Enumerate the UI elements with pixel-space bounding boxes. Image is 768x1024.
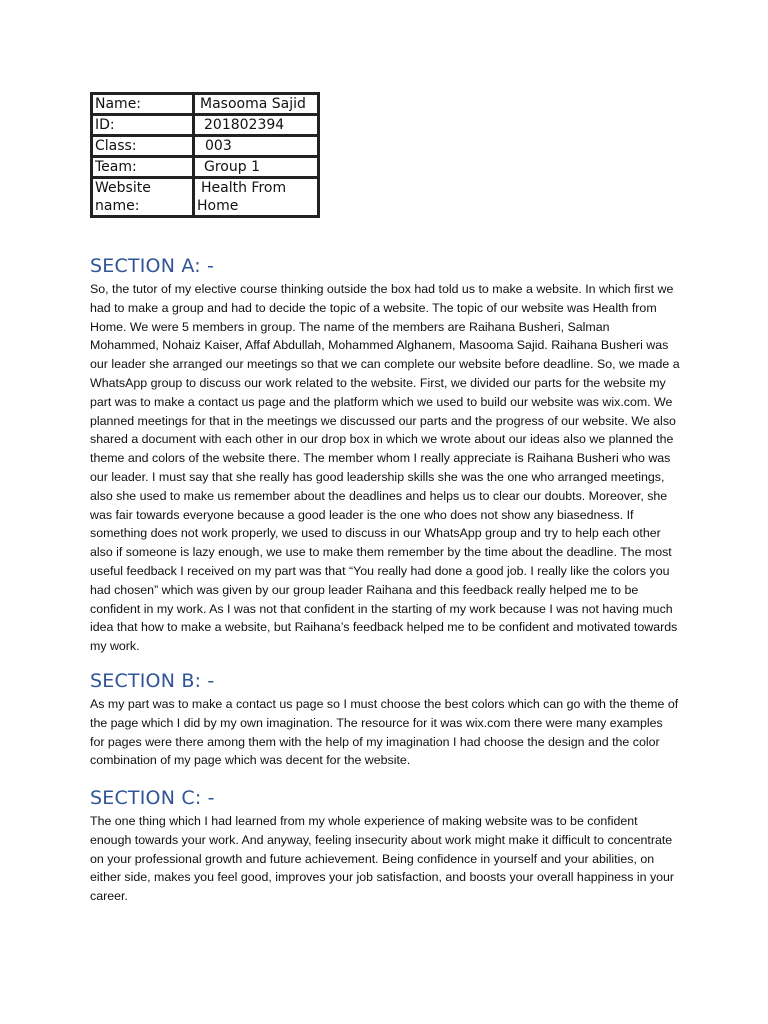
info-value: Masooma Sajid	[194, 94, 318, 115]
info-label: Team:	[92, 157, 194, 178]
section-a-heading: SECTION A: -	[90, 255, 215, 277]
info-value: Group 1	[194, 157, 318, 178]
info-label: Class:	[92, 136, 194, 157]
info-row-class	[92, 136, 318, 157]
section-b	[90, 669, 680, 770]
section-c-heading: SECTION C: -	[90, 787, 215, 809]
section-c-body: The one thing which I had learned from my whole experience of making website was to be confident enough towards your work. And anyway, feeling insecurity about work might make it difficult to concentrate on your professional growth and future achievement. Being confidence in yourself and your abilities, on either side, makes you feel good, improves your job satisfaction, and boosts your overall happiness in your career.	[90, 814, 675, 904]
info-row-name	[92, 94, 318, 115]
section-b-heading: SECTION B: -	[90, 670, 215, 692]
info-label: Website name:	[92, 178, 194, 216]
student-info-table	[90, 92, 320, 218]
section-a-body: So, the tutor of my elective course thinking outside the box had told us to make a website. In which first we had to make a group and had to decide the topic of a website. The topic of our website was Health from Home. We were 5 members in group. The name of the members are Raihana Busheri, Salman Mohammed, Nohaiz Kaiser, Affaf Abdullah, Mohammed Alghanem, Masooma Sajid. Raihana Busheri was our leader she arranged our meetings so that we can complete our website before deadline. So, we made a WhatsApp group to discuss our work related to the website. First, we divided our parts for the website my part was to make a contact us page and the platform which we used to build our website was wix.com. We planned meetings for that in the meetings we discussed our parts and the progress of our website. We also shared a document with each other in our drop box in which we wrote about our ideas also we planned the theme and colors of the website there. The member whom I really appreciate is Raihana Busheri who was our leader. I must say that she really has good leadership skills she was the one who arranged meetings, also she used to make us remember about the deadlines and helps us to clear our doubts. Moreover, she was fair towards everyone because a good leader is the one who does not show any biasedness. If something does not work properly, we used to discuss in our WhatsApp group and try to help each other also if someone is lazy enough, we use to make them remember by the time about the deadline. The most useful feedback I received on my part was that “You really had done a good job. I really like the colors you had chosen” which was given by our group leader Raihana and this feedback really helped me to be confident in my work. As I was not that confident in the starting of my work because I was not having much idea that how to make a website, but Raihana’s feedback helped me to be confident and motivated towards my work.	[90, 282, 680, 654]
section-c	[90, 786, 680, 906]
section-a	[90, 254, 680, 656]
info-label: ID:	[92, 115, 194, 136]
info-row-team	[92, 157, 318, 178]
info-row-website-name	[92, 178, 318, 216]
info-value: Health From Home	[194, 178, 318, 216]
info-value: 003	[194, 136, 318, 157]
info-value: 201802394	[194, 115, 318, 136]
section-b-body: As my part was to make a contact us page so I must choose the best colors which can go with the theme of the page which I did by my own imagination. The resource for it was wix.com there were many examples for pages were there among them with the help of my imagination I had choose the design and the color combination of my page which was decent for the website.	[90, 697, 679, 768]
info-label: Name:	[92, 94, 194, 115]
info-row-id	[92, 115, 318, 136]
